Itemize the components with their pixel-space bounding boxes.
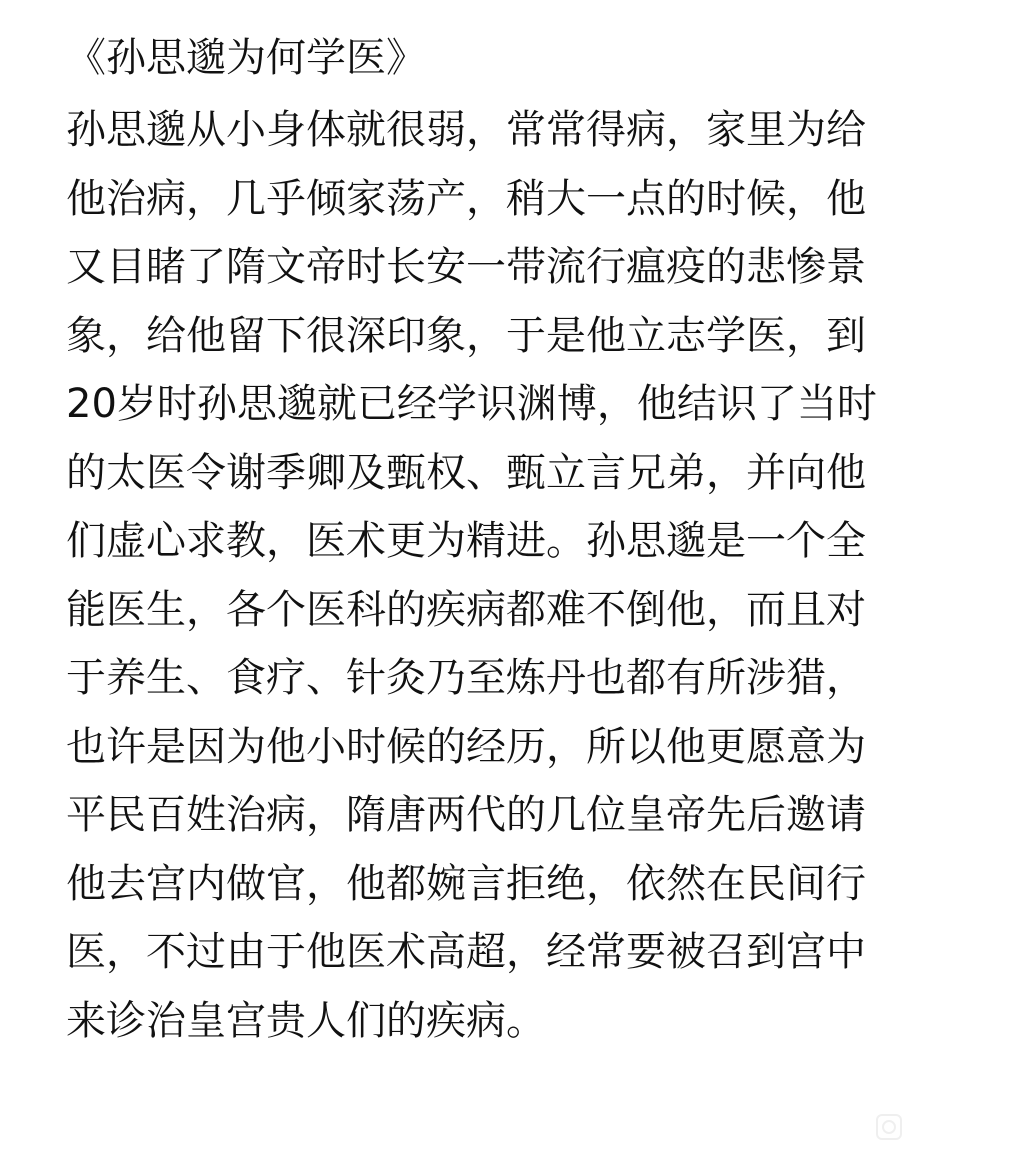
body-line: 能医生，各个医科的疾病都难不倒他，而且对 xyxy=(66,586,866,633)
body-line: 他去宫内做官，他都婉言拒绝，依然在民间行 xyxy=(66,860,866,907)
document-title: 《孙思邈为何学医》 xyxy=(66,35,426,81)
body-line: 们虚心求教，医术更为精进。孙思邈是一个全 xyxy=(66,518,866,564)
body-line: 他治病，几乎倾家荡产，稍大一点的时候，他 xyxy=(66,175,866,222)
body-line: 又目睹了隋文帝时长安一带流行瘟疫的悲惨景 xyxy=(66,244,866,290)
body-line: 的太医令谢季卿及甄权、甄立言兄弟，并向他 xyxy=(66,449,866,496)
body-line: 也许是因为他小时候的经历，所以他更愿意为 xyxy=(66,723,866,770)
body-line: 平民百姓治病，隋唐两代的几位皇帝先后邀请 xyxy=(66,792,866,838)
body-line: 20岁时孙思邈就已经学识渊博，他结识了当时 xyxy=(66,381,877,427)
body-line: 象，给他留下很深印象，于是他立志学医，到 xyxy=(66,312,866,359)
body-line: 来诊治皇宫贵人们的疾病。 xyxy=(66,997,546,1044)
body-line: 医，不过由于他医术高超，经常要被召到宫中 xyxy=(66,929,866,975)
watermark-icon xyxy=(874,1112,904,1142)
body-line: 于养生、食疗、针灸乃至炼丹也都有所涉猎， xyxy=(66,655,866,701)
body-line: 孙思邈从小身体就很弱，常常得病，家里为给 xyxy=(66,107,866,153)
document-body xyxy=(66,96,877,1055)
